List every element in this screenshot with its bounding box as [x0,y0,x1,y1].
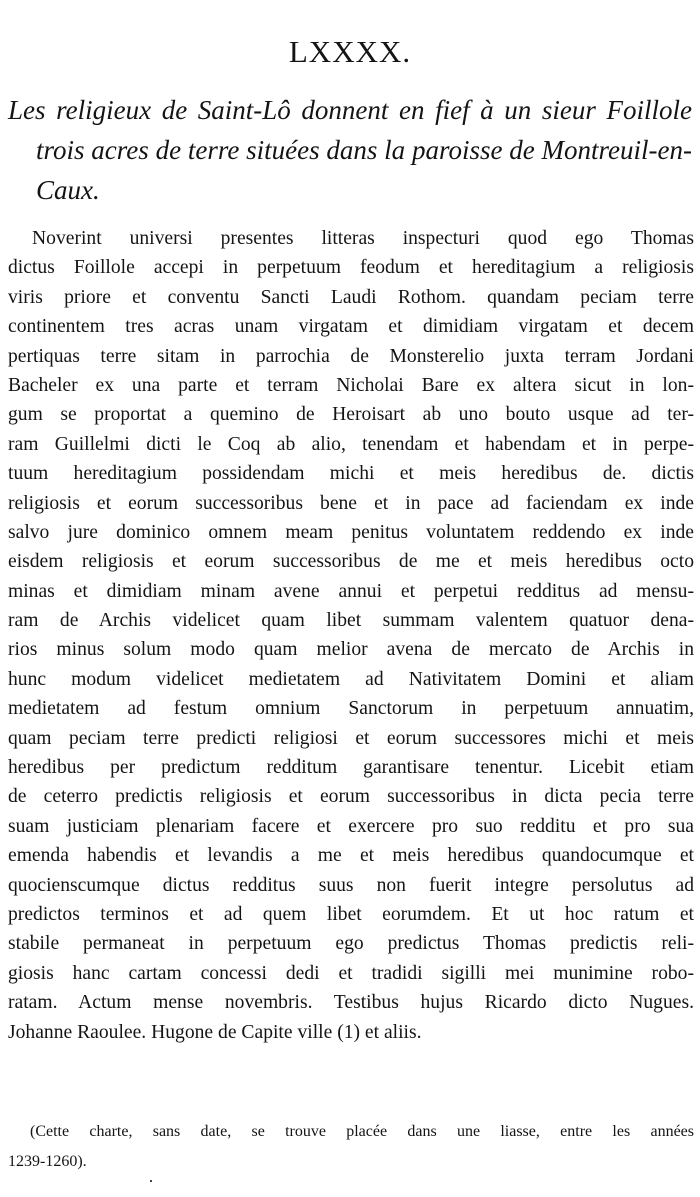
text-line: quam peciam terre predicti religiosi et eorum successores michi et meis [8,727,694,749]
text-line: eisdem religiosis et eorum successoribus de me et meis heredibus octo [8,551,694,573]
text-line: minas et dimidiam minam avene annui et perpetui redditus ad mensu- [8,580,694,602]
text-line: suam justiciam plenariam facere et exercere pro suo redditu et pro sua [8,815,694,837]
text-line: Johanne Raoulee. Hugone de Capite ville (1) et aliis. [8,1021,422,1043]
text-line: stabile permaneat in perpetuum ego predictus Thomas predictis reli- [8,933,694,955]
footnote-text [8,1117,694,1177]
title-line: Les religieux de Saint-Lô donnent en fief à un sieur Foillole [8,95,692,125]
text-line: continentem tres acras unam virgatam et dimidiam virgatam et decem [8,316,694,338]
text-line: quocienscumque dictus redditus suus non fuerit integre persolutus ad [8,874,694,896]
text-line: heredibus per predictum redditum garantisare tenentur. Licebit etiam [8,757,694,779]
text-line: de ceterro predictis religiosis et eorum successoribus in dicta pecia terre [8,786,694,808]
title-line: trois acres de terre situées dans la paroisse de Montreuil-en- [36,135,692,165]
document-title [8,90,692,210]
text-line: dictus Foillole accepi in perpetuum feodum et hereditagium a religiosis [8,257,694,279]
text-line: tuum hereditagium possidendam michi et meis heredibus de. dictis [8,463,694,485]
text-line: gum se proportat a quemino de Heroisart ab uno bouto usque ad ter- [8,404,694,426]
note-line: (Cette charte, sans date, se trouve placée dans une liasse, entre les années [30,1123,694,1140]
text-line: rios minus solum modo quam melior avena de mercato de Archis in [8,639,694,661]
text-line: Bacheler ex una parte et terram Nicholai Bare ex altera sicut in lon- [8,374,694,396]
text-line: pertiquas terre sitam in parrochia de Monsterelio juxta terram Jordani [8,345,694,367]
charter-text [8,224,694,1047]
text-line: religiosis et eorum successoribus bene et in pace ad faciendam ex inde [8,492,694,514]
text-line: giosis hanc cartam concessi dedi et tradidi sigilli mei munimine robo- [8,962,694,984]
text-line: ram de Archis videlicet quam libet summam valentem quatuor dena- [8,610,694,632]
document-number: LXXXX. [288,34,412,69]
text-line: ratam. Actum mense novembris. Testibus hujus Ricardo dicto Nugues. [8,992,694,1014]
page-mark [150,1180,152,1182]
text-line: emenda habendis et levandis a me et meis heredibus quandocumque et [8,845,694,867]
note-line: 1239-1260). [8,1153,87,1170]
text-line: ram Guillelmi dicti le Coq ab alio, tenendam et habendam et in perpe- [8,433,694,455]
text-line: viris priore et conventu Sancti Laudi Rothom. quandam peciam terre [8,286,694,308]
text-line: Noverint universi presentes litteras inspecturi quod ego Thomas [32,228,694,249]
text-line: predictos terminos et ad quem libet eorumdem. Et ut hoc ratum et [8,903,694,925]
title-line: Caux. [36,175,100,205]
text-line: salvo jure dominico omnem meam penitus voluntatem reddendo ex inde [8,521,694,543]
text-line: hunc modum videlicet medietatem ad Nativitatem Domini et aliam [8,668,694,690]
text-line: medietatem ad festum omnium Sanctorum in perpetuum annuatim, [8,698,694,720]
